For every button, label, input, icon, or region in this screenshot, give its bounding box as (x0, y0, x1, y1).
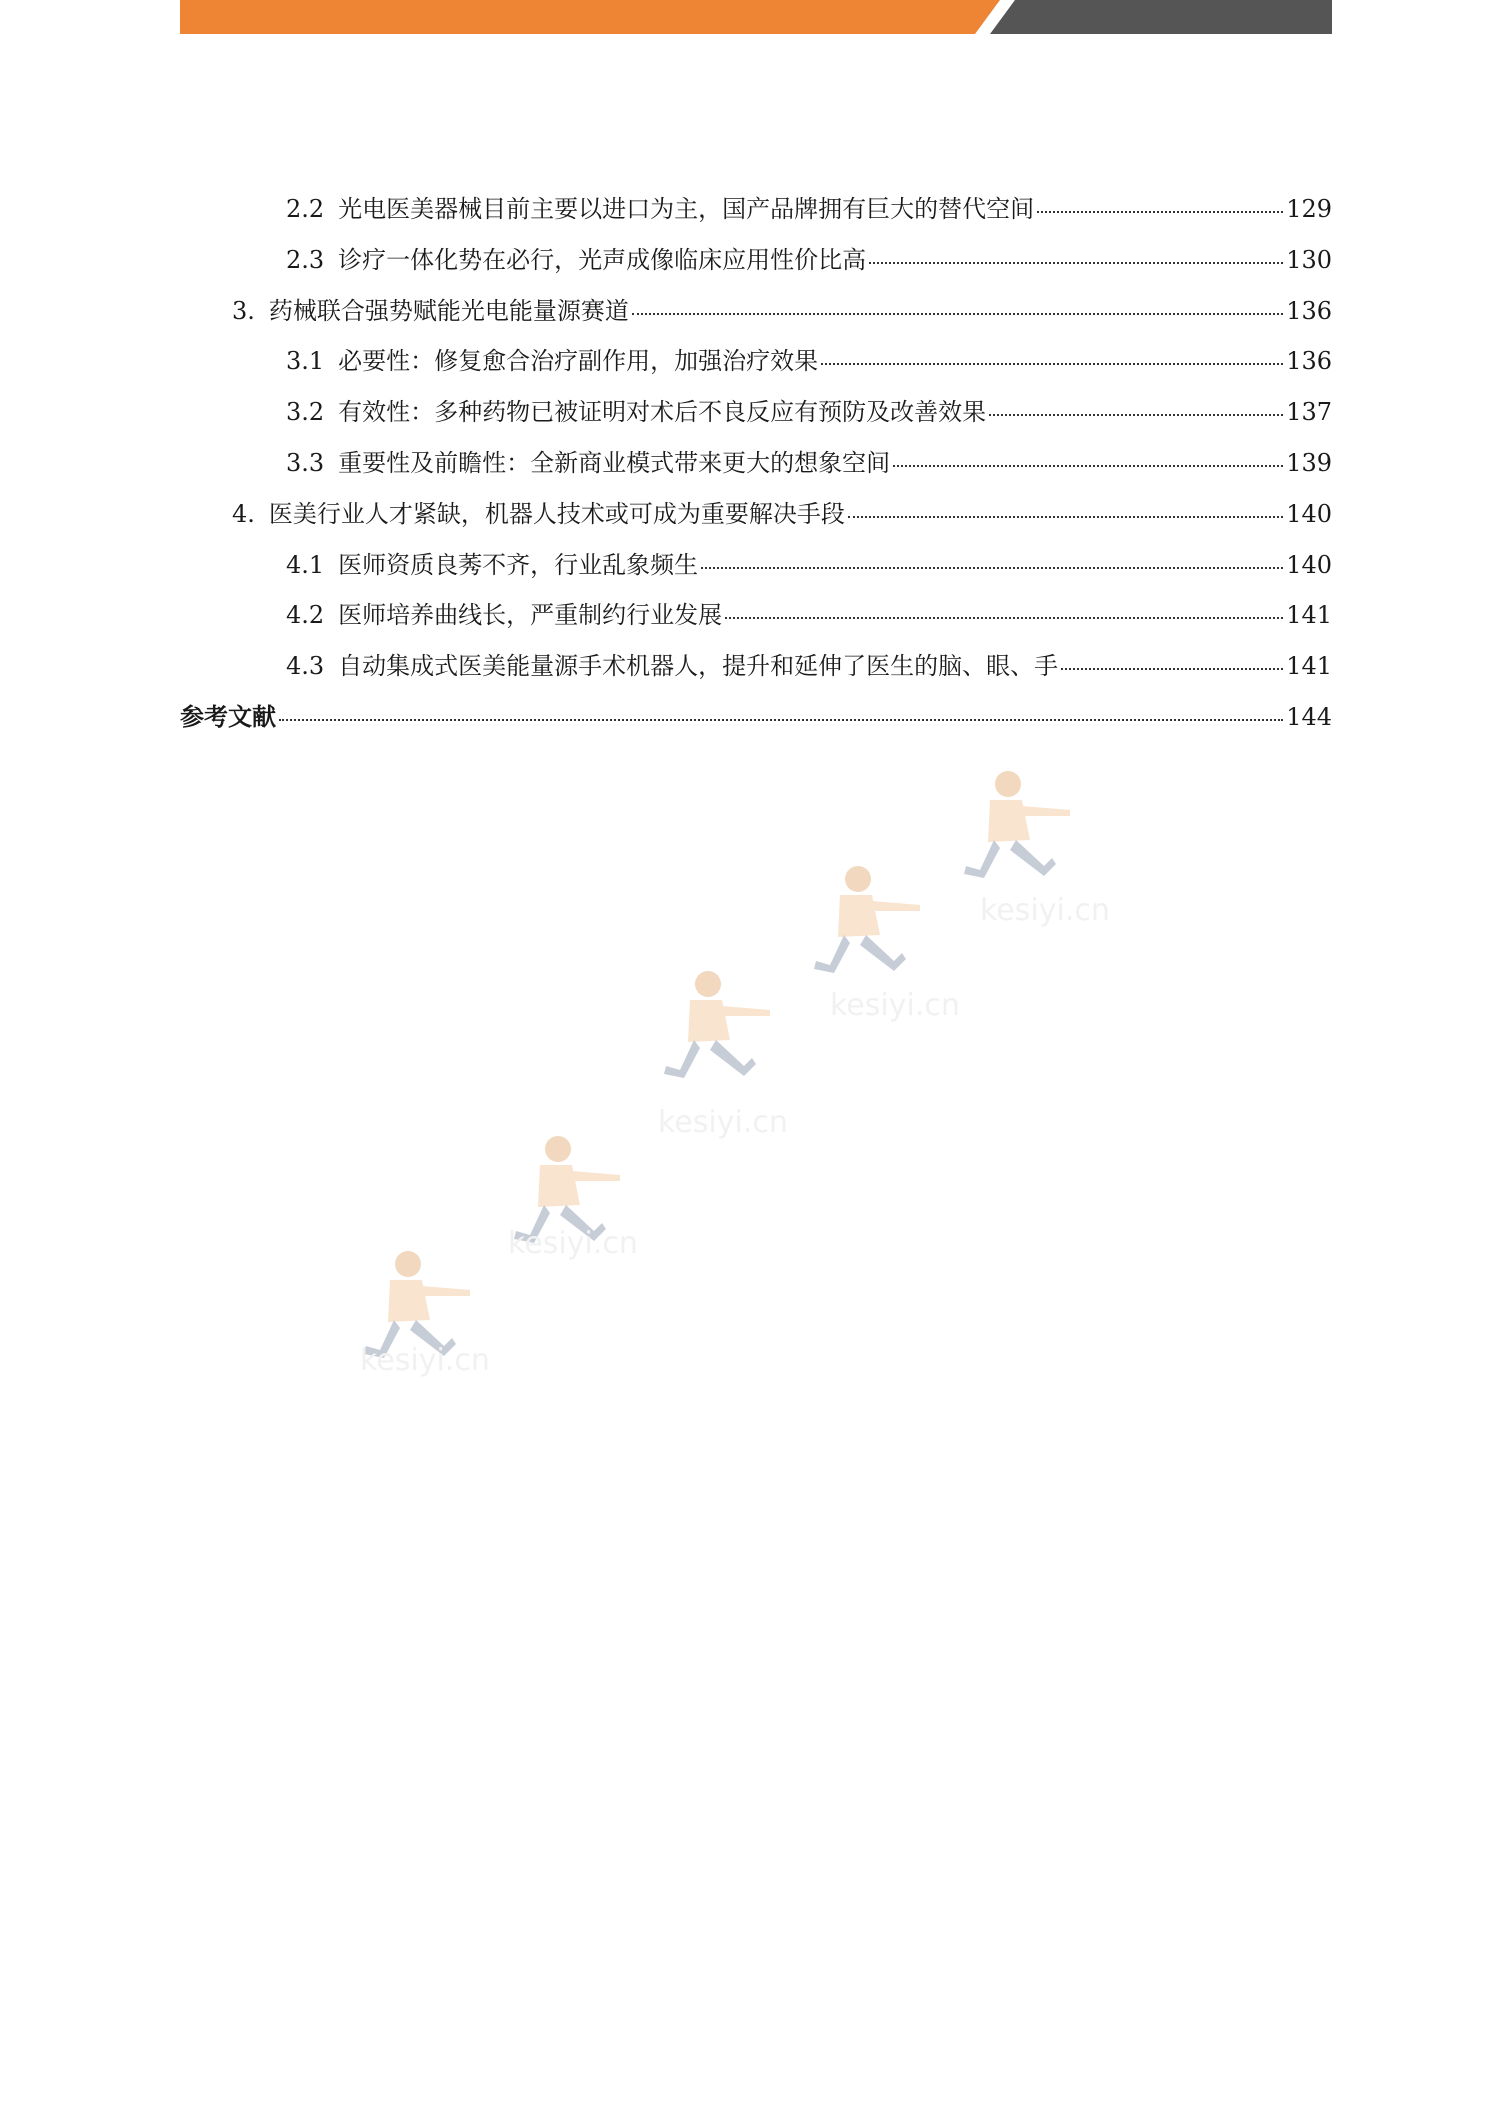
toc-page-number: 136 (1286, 347, 1332, 376)
toc-entry-4-2[interactable] (180, 601, 1332, 652)
toc-number: 2.2 (286, 195, 325, 223)
toc-entry-2-2[interactable] (180, 195, 1332, 246)
toc-page-number: 136 (1286, 296, 1332, 325)
header-band (180, 0, 1332, 34)
watermark-text: kesiyi.cn (658, 1105, 788, 1140)
toc-page-number: 129 (1286, 195, 1332, 223)
toc-number: 4. (232, 499, 255, 528)
toc-number: 3. (232, 296, 255, 325)
toc-entry-3-1[interactable] (180, 347, 1332, 398)
header-dark-stripe (990, 0, 1332, 34)
toc-title: 医美行业人才紧缺，机器人技术或可成为重要解决手段 (268, 499, 845, 528)
toc-page-number: 141 (1286, 652, 1332, 681)
watermark-runner-3 (658, 971, 788, 1140)
toc-title: 光电医美器械目前主要以进口为主，国产品牌拥有巨大的替代空间 (338, 195, 1035, 223)
toc-leader-dots (989, 414, 1283, 416)
toc-number: 4.1 (286, 550, 325, 579)
watermark-runner-1 (360, 1251, 490, 1378)
toc-entry-3[interactable] (180, 297, 1332, 348)
toc-leader-dots (1037, 211, 1283, 213)
watermark-runner-4 (814, 866, 960, 1023)
toc-page-number: 140 (1286, 499, 1332, 528)
toc-number: 4.2 (286, 601, 325, 630)
toc-entry-2-3[interactable] (180, 246, 1332, 297)
toc-leader-dots (701, 567, 1283, 569)
toc-title: 诊疗一体化势在必行，光声成像临床应用性价比高 (338, 245, 867, 274)
toc-leader-dots (279, 719, 1283, 721)
toc-title: 医师资质良莠不齐，行业乱象频生 (338, 550, 699, 579)
toc-title: 重要性及前瞻性：全新商业模式带来更大的想象空间 (338, 448, 891, 477)
table-of-contents (180, 195, 1332, 754)
toc-page-number: 144 (1286, 702, 1332, 731)
toc-leader-dots (869, 262, 1283, 264)
toc-leader-dots (632, 313, 1283, 315)
toc-leader-dots (725, 617, 1283, 619)
watermark-runner-5 (964, 771, 1110, 928)
toc-leader-dots (821, 363, 1283, 365)
toc-entry-4-3[interactable] (180, 652, 1332, 703)
watermark-layer (360, 760, 1160, 1380)
toc-title: 医师培养曲线长，严重制约行业发展 (338, 601, 723, 630)
toc-number: 4.3 (286, 652, 325, 681)
toc-page-number: 137 (1286, 398, 1332, 427)
toc-number: 3.3 (286, 448, 325, 477)
toc-page-number: 141 (1286, 601, 1332, 630)
watermark-text: kesiyi.cn (360, 1343, 490, 1378)
watermark-text: kesiyi.cn (508, 1226, 638, 1261)
toc-title: 参考文献 (180, 702, 276, 731)
toc-number: 3.1 (286, 347, 325, 376)
toc-page-number: 139 (1286, 448, 1332, 477)
watermark-runner-2 (508, 1136, 638, 1261)
watermark-text: kesiyi.cn (830, 988, 960, 1023)
toc-leader-dots (893, 465, 1283, 467)
header-accent-stripe (180, 0, 1000, 34)
toc-entry-3-3[interactable] (180, 449, 1332, 500)
toc-number: 3.2 (286, 398, 325, 427)
toc-title: 必要性：修复愈合治疗副作用，加强治疗效果 (338, 347, 819, 376)
toc-entry-4-1[interactable] (180, 551, 1332, 602)
toc-leader-dots (1061, 668, 1283, 670)
toc-title: 自动集成式医美能量源手术机器人，提升和延伸了医生的脑、眼、手 (338, 652, 1059, 681)
watermark-text: kesiyi.cn (980, 893, 1110, 928)
toc-entry-4[interactable] (180, 500, 1332, 551)
toc-title: 药械联合强势赋能光电能量源赛道 (268, 296, 629, 325)
toc-title: 有效性：多种药物已被证明对术后不良反应有预防及改善效果 (338, 398, 987, 427)
toc-page-number: 130 (1286, 245, 1332, 274)
toc-page-number: 140 (1286, 550, 1332, 579)
toc-entry-3-2[interactable] (180, 398, 1332, 449)
toc-entry-references[interactable] (180, 703, 1332, 754)
toc-leader-dots (848, 516, 1283, 518)
toc-number: 2.3 (286, 245, 325, 274)
